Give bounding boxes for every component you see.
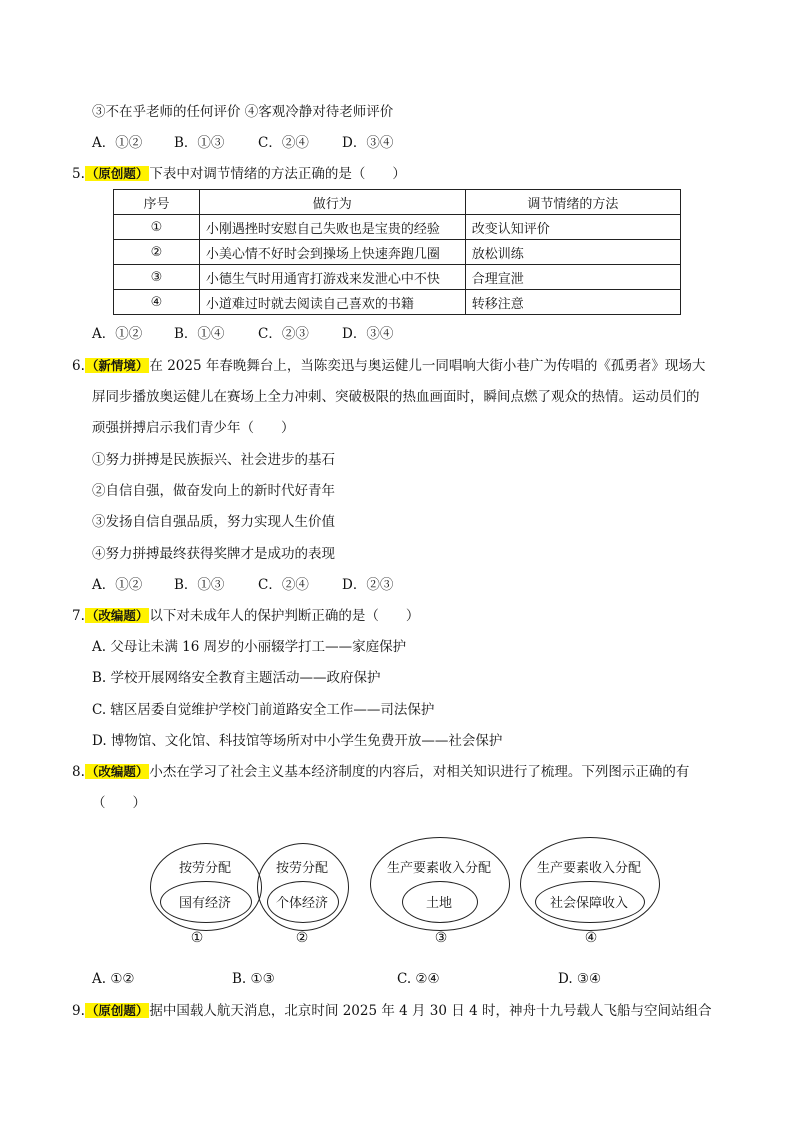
q6-statement-1: ①努力拼搏是民族振兴、社会进步的基石 bbox=[92, 452, 335, 468]
q6-option-b[interactable]: B．①③ bbox=[174, 577, 225, 593]
q6-statement-2: ②自信自强，做奋发向上的新时代好青年 bbox=[92, 483, 335, 499]
table-header: 序号 bbox=[114, 190, 200, 215]
question-text: 在 2025 年春晚舞台上，当陈奕迅与奥运健儿一同唱响大街小巷广为传唱的《孤勇者》现场大 bbox=[149, 358, 706, 374]
table-cell: 合理宣泄 bbox=[465, 265, 680, 290]
table-row bbox=[114, 215, 681, 240]
q6-option-a[interactable]: A．①② bbox=[92, 577, 143, 593]
q7-option-b[interactable]: B. 学校开展网络安全教育主题活动——政府保护 bbox=[92, 670, 381, 686]
question-tag: （原创题） bbox=[85, 1003, 149, 1018]
question-tag: （原创题） bbox=[85, 166, 149, 181]
q7-stem bbox=[72, 607, 419, 625]
q7-option-a[interactable]: A. 父母让未满 16 周岁的小丽辍学打工——家庭保护 bbox=[92, 639, 407, 655]
q4-option-a[interactable]: A．①② bbox=[92, 135, 143, 151]
q4-statement-line: ③不在乎老师的任何评价 ④客观冷静对待老师评价 bbox=[92, 104, 394, 120]
table-cell: 转移注意 bbox=[465, 290, 680, 315]
q9-stem bbox=[72, 1002, 711, 1020]
table-row bbox=[114, 240, 681, 265]
table-cell: ② bbox=[114, 240, 200, 265]
question-text: 以下对未成年人的保护判断正确的是（ ） bbox=[149, 608, 420, 624]
table-header-row bbox=[114, 190, 681, 215]
q4-option-b[interactable]: B．①③ bbox=[174, 135, 225, 151]
diagram-number: ④ bbox=[584, 930, 598, 946]
q8-option-c[interactable]: C. ②④ bbox=[397, 971, 440, 987]
q8-stem-line-1 bbox=[72, 763, 689, 781]
diagram-number: ② bbox=[295, 930, 309, 946]
diagram-number: ③ bbox=[434, 930, 448, 946]
question-tag: （新情境） bbox=[85, 358, 149, 373]
q8-option-b[interactable]: B. ①③ bbox=[232, 971, 275, 987]
question-number: 6. bbox=[72, 358, 85, 374]
table-cell: 改变认知评价 bbox=[465, 215, 680, 240]
q6-statement-4: ④努力拼搏最终获得奖牌才是成功的表现 bbox=[92, 546, 335, 562]
diagram-number: ① bbox=[190, 930, 204, 946]
q6-stem-line-2: 屏同步播放奥运健儿在赛场上全力冲刺、突破极限的热血画面时，瞬间点燃了观众的热情。运动员们的 bbox=[92, 389, 700, 405]
question-text: 下表中对调节情绪的方法正确的是（ ） bbox=[149, 166, 406, 182]
table-header: 调节情绪的方法 bbox=[465, 190, 680, 215]
table-row bbox=[114, 290, 681, 315]
table-cell: 小道难过时就去阅读自己喜欢的书籍 bbox=[199, 290, 465, 315]
q5-option-a[interactable]: A．①② bbox=[92, 326, 143, 342]
question-text: 小杰在学习了社会主义基本经济制度的内容后，对相关知识进行了梳理。下列图示正确的有 bbox=[149, 764, 690, 780]
question-tag: （改编题） bbox=[85, 764, 149, 779]
q8-diagrams bbox=[140, 835, 680, 950]
table-row bbox=[114, 265, 681, 290]
question-number: 5. bbox=[72, 166, 85, 182]
question-number: 8. bbox=[72, 764, 85, 780]
q6-option-c[interactable]: C．②④ bbox=[258, 577, 309, 593]
q5-stem bbox=[72, 165, 406, 183]
q6-stem-line-3: 顽强拼搏启示我们青少年（ ） bbox=[92, 420, 295, 436]
q4-option-c[interactable]: C．②④ bbox=[258, 135, 309, 151]
q8-stem-line-2: （ ） bbox=[92, 795, 146, 811]
table-cell: 小美心情不好时会到操场上快速奔跑几圈 bbox=[199, 240, 465, 265]
question-number: 9. bbox=[72, 1003, 85, 1019]
outer-label: 生产要素收入分配 bbox=[536, 861, 641, 876]
q8-option-a[interactable]: A. ①② bbox=[92, 971, 135, 987]
question-text: 据中国载人航天消息，北京时间 2025 年 4 月 30 日 4 时，神舟十九号载人飞船与空间站组合 bbox=[149, 1003, 712, 1019]
q6-stem-line-1 bbox=[72, 357, 705, 375]
q5-option-b[interactable]: B．①④ bbox=[174, 326, 225, 342]
question-tag: （改编题） bbox=[85, 608, 149, 623]
table-cell: 小刚遇挫时安慰自己失败也是宝贵的经验 bbox=[199, 215, 465, 240]
q5-option-c[interactable]: C．②③ bbox=[258, 326, 309, 342]
inner-label: 土地 bbox=[425, 896, 452, 911]
inner-label: 社会保障收入 bbox=[549, 896, 628, 911]
table-cell: 放松训练 bbox=[465, 240, 680, 265]
inner-label: 国有经济 bbox=[178, 896, 231, 911]
table-cell: ① bbox=[114, 215, 200, 240]
q5-option-d[interactable]: D．③④ bbox=[342, 326, 394, 342]
q5-table bbox=[113, 189, 681, 315]
q4-option-d[interactable]: D．③④ bbox=[342, 135, 394, 151]
inner-label: 个体经济 bbox=[275, 896, 328, 911]
q8-option-d[interactable]: D. ③④ bbox=[558, 971, 602, 987]
outer-label: 按劳分配 bbox=[178, 861, 231, 876]
outer-label: 生产要素收入分配 bbox=[386, 861, 491, 876]
q7-option-c[interactable]: C. 辖区居委自觉维护学校门前道路安全工作——司法保护 bbox=[92, 702, 435, 718]
table-header: 做行为 bbox=[199, 190, 465, 215]
table-cell: ④ bbox=[114, 290, 200, 315]
table-cell: ③ bbox=[114, 265, 200, 290]
q6-statement-3: ③发扬自信自强品质，努力实现人生价值 bbox=[92, 514, 335, 530]
question-number: 7. bbox=[72, 608, 85, 624]
q7-option-d[interactable]: D. 博物馆、文化馆、科技馆等场所对中小学生免费开放——社会保护 bbox=[92, 733, 503, 749]
outer-label: 按劳分配 bbox=[275, 861, 328, 876]
q6-option-d[interactable]: D．②③ bbox=[342, 577, 394, 593]
table-cell: 小德生气时用通宵打游戏来发泄心中不快 bbox=[199, 265, 465, 290]
